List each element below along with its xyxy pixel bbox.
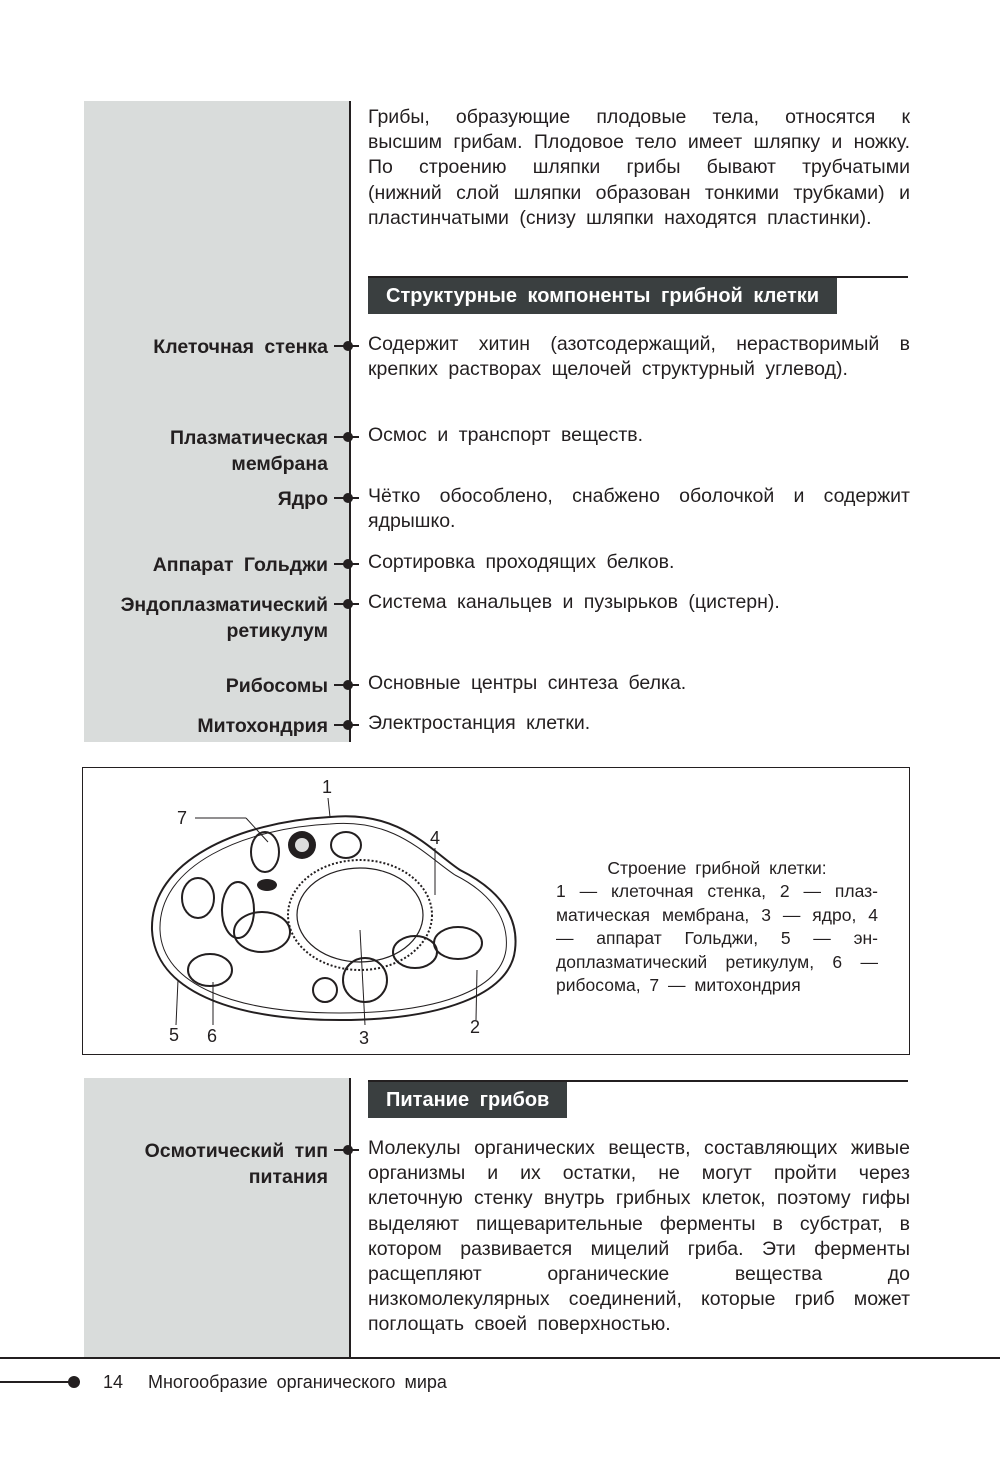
row-label: Плазматическая мембрана bbox=[170, 427, 328, 475]
bullet-connector bbox=[334, 1149, 359, 1151]
section-heading: Питание грибов bbox=[368, 1082, 567, 1118]
figure-number: 4 bbox=[430, 828, 441, 848]
sidebar-panel bbox=[84, 1078, 350, 1358]
bullet-connector bbox=[334, 724, 359, 726]
row-label: Клеточная стенка bbox=[153, 336, 328, 358]
figure-title: Строение грибной клетки: bbox=[607, 858, 827, 878]
row-label: Рибосомы bbox=[225, 675, 328, 697]
row-text: Чётко обособлено, снабжено оболочкой и содержит ядрышко. bbox=[368, 485, 910, 533]
bullet-connector bbox=[334, 345, 359, 347]
footer-dot bbox=[68, 1376, 80, 1388]
row-text: Система канальцев и пузырьков (цистерн). bbox=[368, 591, 780, 613]
intro-text: Грибы, образующие плодовые тела, относятся к высшим грибам. Плодовое тело имеет шляпку и ножку. По строению шляпки грибы бывают трубчатыми (нижний слой шляпки образован тонкими трубками) и пластинчатыми (снизу шляпки находятся пластинки). bbox=[368, 106, 910, 229]
row-text: Молекулы органических веществ, составляющих живые организмы и их остатки, не могут пройти через клеточную стенку внутрь грибных клеток, поэтому гифы выделяют пищеварительные ферменты в субстрат, в котором развивается мицелий гриба. Эти ферменты расщепляют органические вещества до низкомолекулярных соединений, которые гриб может поглощать своей поверхностью. bbox=[368, 1137, 910, 1336]
row-label: Осмотический тип питания bbox=[144, 1140, 328, 1188]
fungal-cell-illustration bbox=[140, 770, 540, 1050]
row-label: Эндоплазматический ретикулум bbox=[120, 594, 328, 642]
row-text: Сортировка проходящих белков. bbox=[368, 551, 675, 573]
page-number: 14 bbox=[103, 1372, 124, 1392]
divider bbox=[349, 1078, 351, 1358]
bullet-connector bbox=[334, 603, 359, 605]
figure-number: 2 bbox=[470, 1017, 481, 1037]
footer-title: Многообразие органического мира bbox=[148, 1372, 447, 1392]
bullet-connector bbox=[334, 684, 359, 686]
row-text: Электростанция клетки. bbox=[368, 712, 591, 734]
bullet-connector bbox=[334, 497, 359, 499]
section-heading: Структурные компоненты грибной клетки bbox=[368, 278, 837, 314]
figure-number: 3 bbox=[359, 1028, 370, 1048]
figure-number: 6 bbox=[207, 1026, 218, 1046]
figure-number: 7 bbox=[177, 808, 188, 828]
figure-number: 5 bbox=[169, 1025, 180, 1045]
footer-line bbox=[0, 1381, 76, 1383]
row-text: Содержит хитин (азотсодержащий, нерастворимый в крепких растворах щелочей структурный углевод). bbox=[368, 333, 910, 381]
bullet-connector bbox=[334, 436, 359, 438]
footer-rule bbox=[0, 1357, 1000, 1359]
sidebar-panel bbox=[84, 101, 350, 742]
bullet-connector bbox=[334, 563, 359, 565]
figure-caption: 1 — клеточная стенка, 2 — плазматическая мембрана, 3 — ядро, 4 — аппарат Гольджи, 5 — эндоплазматический ретикулум, 6 — рибосома, 7 — митохондрия bbox=[556, 881, 878, 995]
row-label: Митохондрия bbox=[197, 715, 328, 737]
row-text: Осмос и транспорт веществ. bbox=[368, 424, 644, 446]
row-label: Аппарат Гольджи bbox=[152, 554, 328, 576]
row-text: Основные центры синтеза белка. bbox=[368, 672, 687, 694]
figure-number: 1 bbox=[322, 777, 333, 797]
row-label: Ядро bbox=[277, 488, 328, 510]
divider bbox=[349, 101, 351, 742]
